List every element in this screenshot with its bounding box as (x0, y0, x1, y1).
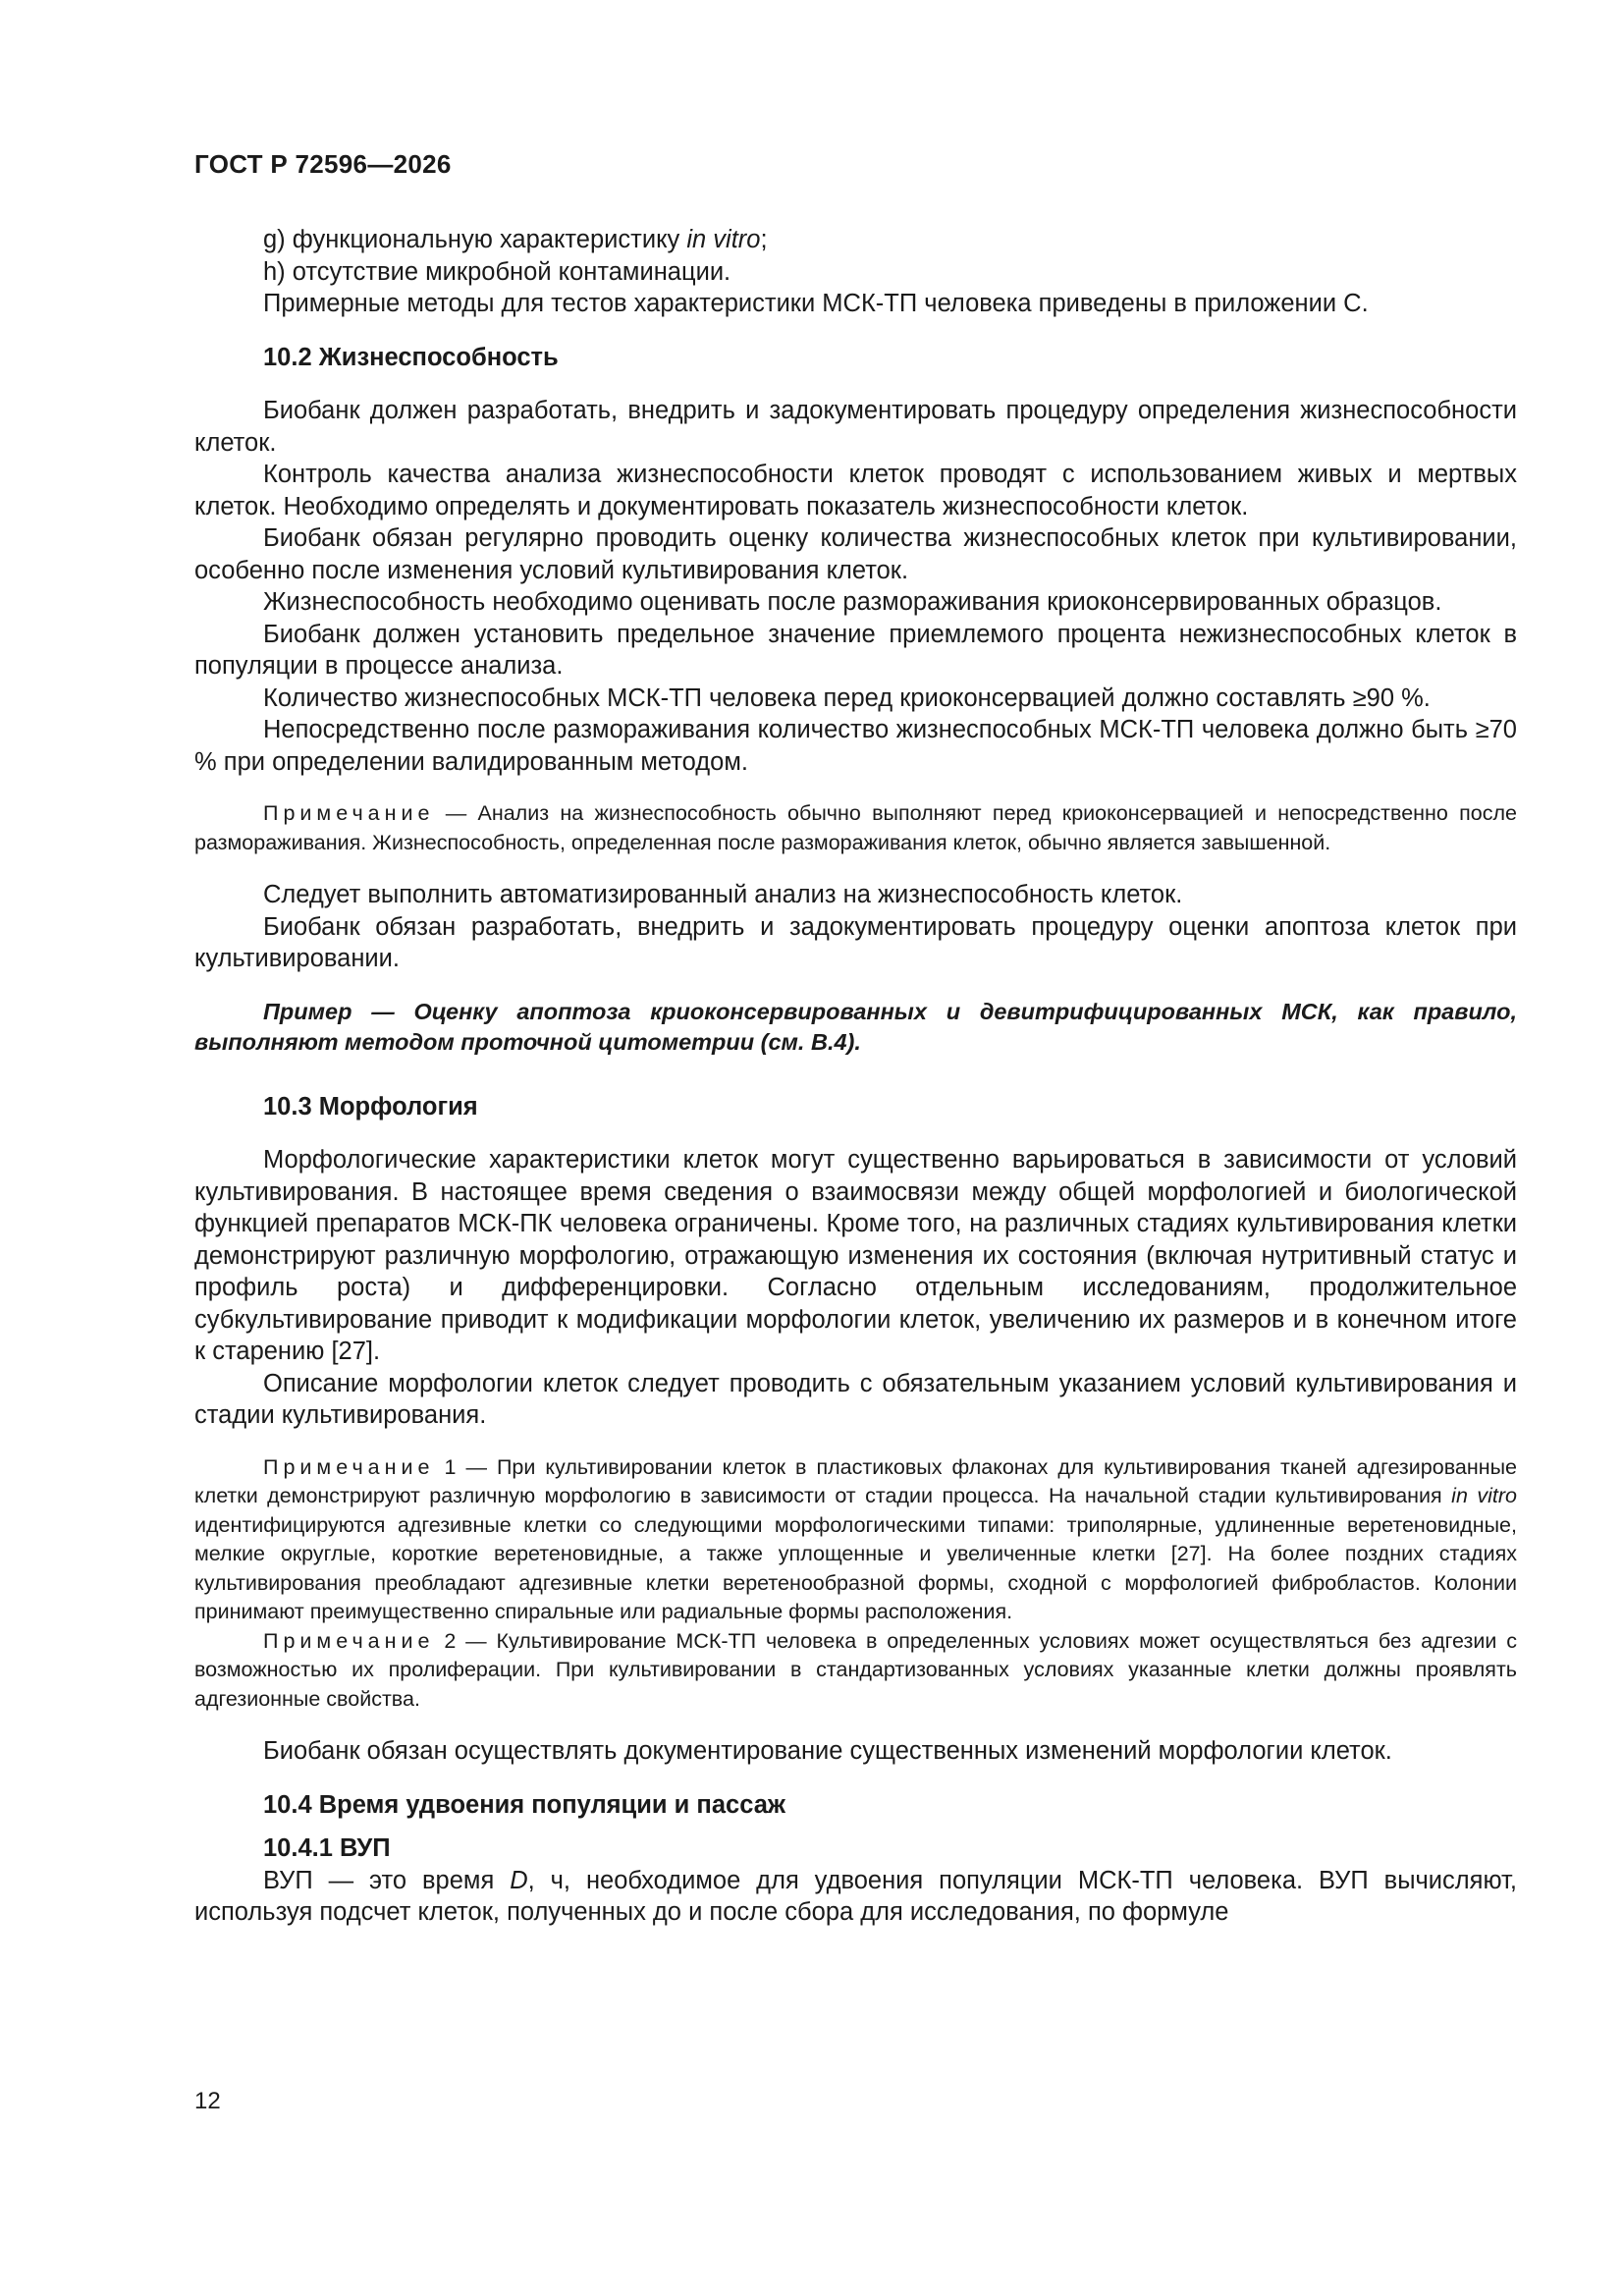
paragraph-text: , ч, необходимое для удвоения популяции МСК-ТП человека. ВУП вычисляют, используя подсчет клеток, полученных до и после сбора для исследования, по формуле (194, 1866, 1517, 1926)
note (194, 799, 1517, 857)
note-label: Примечание (263, 1454, 435, 1479)
note-text: идентифицируются адгезивные клетки со следующими морфологическими типами: триполярные, удлиненные веретеновидные, мелкие округлые, короткие веретеновидные, а также уплощенные и увеличенные клетки [27]. На более поздних стадиях культивирования преобладают адгезивные клетки веретенообразной формы, сходной с морфологией фибробластов. Колонии принимают преимущественно спиральные или радиальные формы расположения. (194, 1512, 1517, 1623)
list-item-g (194, 224, 1517, 256)
note-text: 2 — Культивирование МСК-ТП человека в определенных условиях может осуществляться без адгезии с возможностью их пролиферации. При культивировании в стандартизованных условиях указанные клетки должны проявлять адгезионные свойства. (194, 1628, 1517, 1711)
subsection-title-10-4-1: 10.4.1 ВУП (263, 1834, 391, 1862)
paragraph: Количество жизнеспособных МСК-ТП человека перед криоконсервацией должно составлять ≥90 %. (263, 683, 1431, 712)
paragraph: Непосредственно после размораживания количество жизнеспособных МСК-ТП человека должно быть ≥70 % при определении валидированным методом. (194, 716, 1517, 776)
paragraph: Биобанк должен разработать, внедрить и задокументировать процедуру определения жизнеспособности клеток. (194, 397, 1517, 457)
page-body (194, 224, 1517, 1929)
paragraph-text: ВУП — это время (263, 1866, 511, 1894)
example-paragraph (194, 997, 1517, 1058)
list-item-g-suffix: ; (760, 226, 768, 253)
section-title-10-3: 10.3 Морфология (263, 1092, 478, 1121)
paragraph (194, 1865, 1517, 1929)
paragraph: Контроль качества анализа жизнеспособности клеток проводят с использованием живых и мертвых клеток. Необходимо определять и документировать показатель жизнеспособности клеток. (194, 461, 1517, 520)
list-item-h: h) отсутствие микробной контаминации. (263, 257, 731, 286)
section-title-10-4: 10.4 Время удвоения популяции и пассаж (263, 1790, 785, 1819)
note-2 (194, 1627, 1517, 1715)
example-text: Пример — Оценку апоптоза криоконсервированных и девитрифицированных МСК, как правило, выполняют методом проточной цитометрии (см. В.4). (194, 998, 1517, 1055)
list-item-g-italic: in vitro (686, 226, 761, 253)
note-text: 1 — При культивировании клеток в пластиковых флаконах для культивирования тканей адгезированные клетки демонстрируют различную морфологию в зависимости от стадии процесса. На начальной стадии культивирования (194, 1454, 1517, 1507)
list-item-g-prefix: g) функциональную характеристику (263, 226, 687, 253)
paragraph: Морфологические характеристики клеток могут существенно варьироваться в зависимости от условий культивирования. В настоящее время сведения о взаимосвязи между общей морфологией и биологической функцией препаратов МСК-ПК человека ограничены. Кроме того, на различных стадиях культивирования клетки демонстрируют различную морфологию, отражающую изменения их состояния (включая нутритивный статус и профиль роста) и дифференцировки. Согласно отдельным исследованиям, продолжительное субкультивирование приводит к модификации морфологии клеток, увеличению их размеров и в конечном итоге к старению [27]. (194, 1146, 1517, 1365)
note-label: Примечание (263, 1628, 435, 1653)
paragraph: Биобанк обязан разработать, внедрить и задокументировать процедуру оценки апоптоза клеток при культивировании. (194, 912, 1517, 972)
note-italic: in vitro (1451, 1484, 1517, 1507)
note-text: — Анализ на жизнеспособность обычно выполняют перед криоконсервацией и непосредственно после размораживания. Жизнеспособность, определенная после размораживания клеток, обычно является завышенной. (194, 801, 1517, 854)
paragraph: Биобанк обязан регулярно проводить оценку количества жизнеспособных клеток при культивировании, особенно после изменения условий культивирования клеток. (194, 524, 1517, 584)
methods-paragraph: Примерные методы для тестов характеристики МСК-ТП человека приведены в приложении С. (263, 290, 1369, 317)
document-code-header: ГОСТ Р 72596—2026 (194, 149, 452, 179)
paragraph: Биобанк обязан осуществлять документирование существенных изменений морфологии клеток. (263, 1737, 1392, 1765)
page-number: 12 (194, 2088, 221, 2114)
example-indent (194, 999, 263, 1024)
note-label: Примечание (263, 801, 435, 825)
section-title-10-2: 10.2 Жизнеспособность (263, 343, 559, 371)
paragraph: Жизнеспособность необходимо оценивать после размораживания криоконсервированных образцов. (263, 588, 1442, 616)
paragraph: Следует выполнить автоматизированный анализ на жизнеспособность клеток. (263, 881, 1183, 908)
paragraph: Биобанк должен установить предельное значение приемлемого процента нежизнеспособных клеток в популяции в процессе анализа. (194, 620, 1517, 680)
note-1 (194, 1453, 1517, 1627)
paragraph-italic: D (510, 1866, 528, 1894)
paragraph: Описание морфологии клеток следует проводить с обязательным указанием условий культивирования и стадии культивирования. (194, 1369, 1517, 1429)
